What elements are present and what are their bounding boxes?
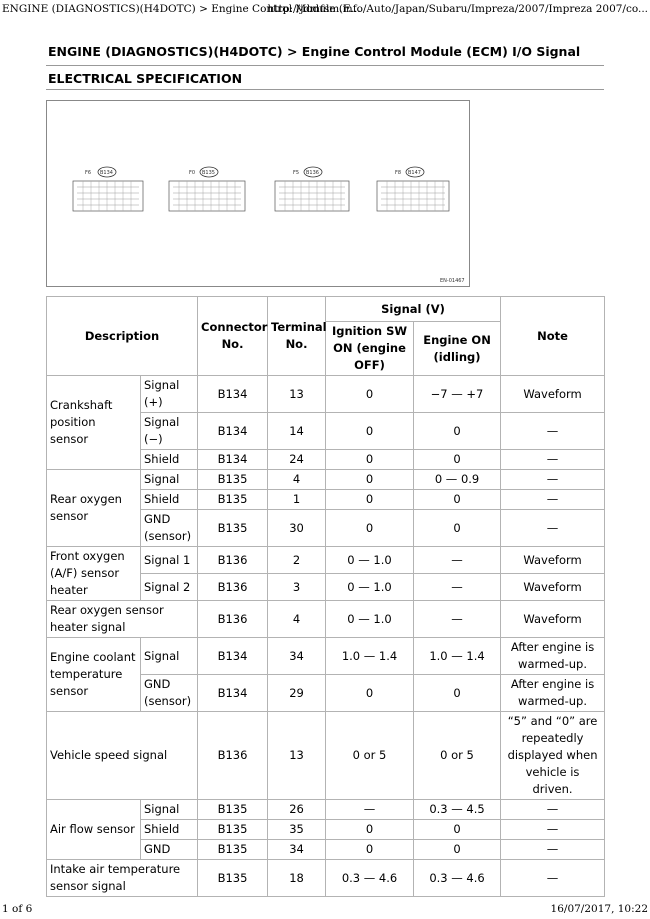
row-eng: 0 — 0.9 [414,470,501,490]
row-note: After engine is warmed-up. [501,638,605,675]
row-ign: 0 — 1.0 [326,601,414,638]
row-ign: 1.0 — 1.4 [326,638,414,675]
row-ign: 0 [326,675,414,712]
row-note: “5” and “0” are repeatedly displayed when vehicle is driven. [501,712,605,800]
io-signal-table [46,296,605,897]
browser-print-header [0,0,650,22]
row-eng: 0 [414,820,501,840]
row-connector: B136 [198,547,268,574]
row-sub: Signal [141,638,198,675]
row-terminal: 34 [268,840,326,860]
row-terminal: 4 [268,470,326,490]
row-ign: 0 [326,490,414,510]
row-eng: 0 [414,675,501,712]
row-sub: GND [141,840,198,860]
row-ign: 0 [326,413,414,450]
row-eng: −7 — +7 [414,376,501,413]
header-ignition-on: Ignition SW ON (engine OFF) [326,322,414,376]
connector-b135-label: B135 [202,170,215,176]
row-connector: B134 [198,413,268,450]
page-number: 1 of 6 [2,903,33,915]
connector-diagram [46,100,470,287]
row-connector: B135 [198,490,268,510]
row-ign: 0 — 1.0 [326,547,414,574]
row-connector: B135 [198,820,268,840]
table-row [47,860,605,897]
row-sub: GND (sensor) [141,510,198,547]
row-terminal: 13 [268,712,326,800]
row-note: — [501,413,605,450]
group-rear-oxygen: Rear oxygen sensor [47,470,141,547]
title-divider [46,65,604,66]
connector-b134-prefix: F6 [85,170,92,176]
row-eng: 0 [414,490,501,510]
connector-b147-label: B147 [408,170,421,176]
row-ign: 0 or 5 [326,712,414,800]
row-eng: 0.3 — 4.5 [414,800,501,820]
connector-b136 [275,167,349,211]
row-sub: Signal (+) [141,376,198,413]
row-terminal: 35 [268,820,326,840]
row-sub: GND (sensor) [141,675,198,712]
row-eng: 0 [414,450,501,470]
print-page-url: http://jdmfsm.info/Auto/Japan/Subaru/Impreza/2007/Impreza 2007/co... [267,3,648,15]
row-ign: 0 [326,820,414,840]
row-eng: 0 [414,840,501,860]
table-row [47,800,605,820]
table-row [47,376,605,413]
row-sub: Signal [141,470,198,490]
row-note: — [501,510,605,547]
row-connector: B136 [198,601,268,638]
row-terminal: 13 [268,376,326,413]
connector-b134-label: B134 [100,170,113,176]
connector-b135-prefix: F0 [189,170,196,176]
row-terminal: 34 [268,638,326,675]
print-page-title: ENGINE (DIAGNOSTICS)(H4DOTC) > Engine Control Module (E... [2,3,361,15]
row-connector: B135 [198,860,268,897]
connector-b136-label: B136 [306,170,319,176]
row-terminal: 14 [268,413,326,450]
row-sub: Signal 2 [141,574,198,601]
header-connector: Connector No. [198,297,268,376]
row-note: — [501,840,605,860]
figure-code: EN-01467 [440,278,465,284]
connector-b147 [377,167,449,211]
table-row [47,547,605,574]
group-rear-oxygen-heater: Rear oxygen sensor heater signal [47,601,198,638]
connector-b135 [169,167,245,211]
row-sub: Signal (−) [141,413,198,450]
row-terminal: 30 [268,510,326,547]
row-terminal: 3 [268,574,326,601]
page-title: ENGINE (DIAGNOSTICS)(H4DOTC) > Engine Control Module (ECM) I/O Signal [48,44,581,59]
row-connector: B135 [198,510,268,547]
group-crankshaft: Crankshaft position sensor [47,376,141,470]
row-sub: Signal 1 [141,547,198,574]
row-ign: 0 — 1.0 [326,574,414,601]
row-connector: B134 [198,376,268,413]
row-sub: Shield [141,820,198,840]
table-row [47,638,605,675]
row-note: — [501,860,605,897]
row-sub: Signal [141,800,198,820]
row-sub: Shield [141,450,198,470]
row-eng: 0 [414,413,501,450]
row-eng: — [414,547,501,574]
group-vehicle-speed: Vehicle speed signal [47,712,198,800]
row-note: Waveform [501,601,605,638]
connector-diagram-svg [47,101,469,286]
row-note: Waveform [501,376,605,413]
section-heading: ELECTRICAL SPECIFICATION [48,71,243,86]
row-terminal: 26 [268,800,326,820]
row-connector: B135 [198,840,268,860]
header-signal: Signal (V) [326,297,501,322]
row-terminal: 2 [268,547,326,574]
row-note: Waveform [501,574,605,601]
row-eng: 0 or 5 [414,712,501,800]
row-terminal: 29 [268,675,326,712]
group-intake-air-temp: Intake air temperature sensor signal [47,860,198,897]
row-terminal: 4 [268,601,326,638]
row-sub: Shield [141,490,198,510]
header-description: Description [47,297,198,376]
row-note: — [501,470,605,490]
row-connector: B134 [198,675,268,712]
row-note: After engine is warmed-up. [501,675,605,712]
row-terminal: 24 [268,450,326,470]
connector-b147-prefix: F8 [395,170,402,176]
row-ign: 0 [326,470,414,490]
row-note: — [501,800,605,820]
row-eng: — [414,601,501,638]
group-front-oxygen: Front oxygen (A/F) sensor heater [47,547,141,601]
connector-b136-prefix: F5 [293,170,300,176]
section-divider [46,89,604,90]
row-eng: 0.3 — 4.6 [414,860,501,897]
row-connector: B134 [198,638,268,675]
row-note: Waveform [501,547,605,574]
table-row [47,712,605,800]
row-connector: B134 [198,450,268,470]
row-terminal: 18 [268,860,326,897]
row-connector: B136 [198,574,268,601]
group-coolant: Engine coolant temperature sensor [47,638,141,712]
row-eng: 1.0 — 1.4 [414,638,501,675]
group-air-flow: Air flow sensor [47,800,141,860]
header-terminal: Terminal No. [268,297,326,376]
row-connector: B136 [198,712,268,800]
row-terminal: 1 [268,490,326,510]
row-ign: 0.3 — 4.6 [326,860,414,897]
connector-b134 [73,167,143,211]
row-note: — [501,820,605,840]
browser-print-footer [0,901,650,919]
row-ign: 0 [326,376,414,413]
header-note: Note [501,297,605,376]
row-ign: 0 [326,450,414,470]
row-ign: 0 [326,510,414,547]
row-note: — [501,450,605,470]
row-eng: 0 [414,510,501,547]
header-engine-on: Engine ON (idling) [414,322,501,376]
row-connector: B135 [198,800,268,820]
row-ign: — [326,800,414,820]
row-connector: B135 [198,470,268,490]
row-eng: — [414,574,501,601]
row-note: — [501,490,605,510]
table-row [47,601,605,638]
row-ign: 0 [326,840,414,860]
table-row [47,470,605,490]
print-datetime: 16/07/2017, 10:22 [550,903,648,915]
